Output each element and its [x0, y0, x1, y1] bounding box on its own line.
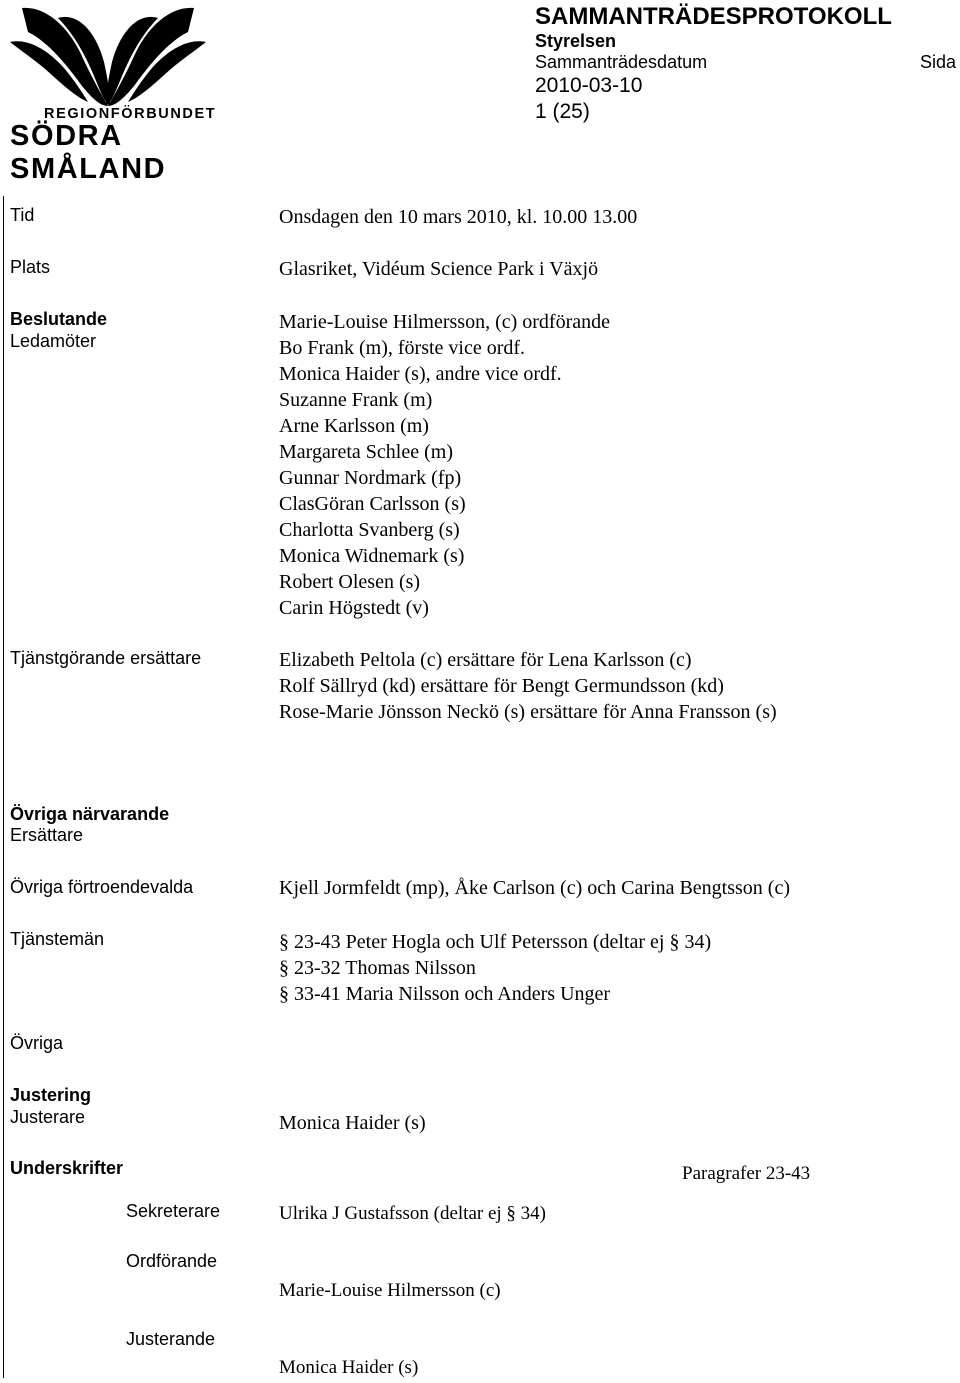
tjansteman-label: Tjänstemän — [10, 929, 105, 949]
fortroendevalda-label: Övriga förtroendevalda — [10, 877, 194, 897]
substitute-item: Rolf Sällryd (kd) ersättare för Bengt Germundsson (kd) — [279, 675, 724, 697]
tid-label: Tid — [10, 205, 35, 225]
section-sign: § — [506, 1203, 516, 1224]
logo-text-large: SÖDRA SMÅLAND — [10, 120, 167, 185]
ordforande-value: Marie-Louise Hilmersson (c) — [279, 1280, 501, 1301]
plats-value: Glasriket, Vidéum Science Park i Växjö — [279, 258, 599, 280]
ovriga-label: Övriga — [10, 1033, 64, 1053]
justerare-label: Justerare — [10, 1107, 86, 1127]
tid-value: Onsdagen den 10 mars 2010, kl. 10.00 13.00 — [279, 206, 638, 228]
member-item: Charlotta Svanberg (s) — [279, 519, 460, 541]
justerande-value: Monica Haider (s) — [279, 1357, 419, 1378]
official-item: § 23-32 Thomas Nilsson — [279, 957, 476, 979]
page-label: Sida — [920, 52, 957, 72]
section-sign: § — [279, 957, 289, 979]
member-item: Monica Haider (s), andre vice ordf. — [279, 363, 562, 385]
section-sign: § — [279, 983, 289, 1005]
section-sign: § — [279, 931, 289, 953]
substitute-item: Rose-Marie Jönsson Neckö (s) ersättare för Anna Fransson (s) — [279, 701, 777, 723]
member-item: Margareta Schlee (m) — [279, 441, 453, 463]
member-item: Suzanne Frank (m) — [279, 389, 433, 411]
substitute-item: Elizabeth Peltola (c) ersättare för Lena Karlsson (c) — [279, 649, 692, 671]
beslutande-label: Beslutande — [10, 309, 108, 329]
meeting-date: 2010-03-10 — [535, 74, 643, 97]
ledamoter-label: Ledamöter — [10, 331, 97, 351]
underskrifter-label: Underskrifter — [10, 1158, 124, 1178]
document-title: SAMMANTRÄDESPROTOKOLL — [535, 3, 892, 30]
logo-text-small: REGIONFÖRBUNDET — [44, 106, 217, 122]
plats-label: Plats — [10, 257, 51, 277]
section-sign: § — [669, 931, 680, 953]
official-item: § 23-43 Peter Hogla och Ulf Petersson (deltar ej § 34) — [279, 931, 712, 953]
justerare-value: Monica Haider (s) — [279, 1112, 426, 1134]
sekreterare-value: Ulrika J Gustafsson (deltar ej § 34) — [279, 1203, 546, 1224]
member-item: ClasGöran Carlsson (s) — [279, 493, 466, 515]
member-item: Marie-Louise Hilmersson, (c) ordförande — [279, 311, 610, 333]
left-margin-rule — [3, 196, 4, 1378]
member-item: Robert Olesen (s) — [279, 571, 421, 593]
date-label: Sammanträdesdatum — [535, 52, 708, 72]
ovriga-narvarande-label: Övriga närvarande — [10, 804, 170, 824]
member-item: Carin Högstedt (v) — [279, 597, 429, 619]
regionforbundet-logo — [8, 2, 217, 185]
member-item: Gunnar Nordmark (fp) — [279, 467, 462, 489]
document-subtitle: Styrelsen — [535, 31, 617, 51]
tjansteman-list — [279, 929, 711, 1007]
tjanstgorande-list — [279, 647, 777, 725]
logo-leaf-icon — [8, 2, 208, 110]
official-item: § 33-41 Maria Nilsson och Anders Unger — [279, 983, 611, 1005]
member-item: Monica Widnemark (s) — [279, 545, 465, 567]
justering-label: Justering — [10, 1085, 92, 1105]
ordforande-label: Ordförande — [126, 1251, 218, 1271]
page-number: 1 (25) — [535, 100, 590, 123]
justerande-label: Justerande — [126, 1329, 216, 1349]
paragrafer-value: Paragrafer 23-43 — [682, 1163, 811, 1184]
tjanstgorande-label: Tjänstgörande ersättare — [10, 648, 202, 668]
ledamoter-list — [279, 309, 610, 621]
ersattare-label: Ersättare — [10, 825, 84, 845]
member-item: Bo Frank (m), förste vice ordf. — [279, 337, 526, 359]
fortroendevalda-value: Kjell Jormfeldt (mp), Åke Carlson (c) och Carina Bengtsson (c) — [279, 877, 790, 899]
sekreterare-label: Sekreterare — [126, 1201, 221, 1221]
member-item: Arne Karlsson (m) — [279, 415, 429, 437]
